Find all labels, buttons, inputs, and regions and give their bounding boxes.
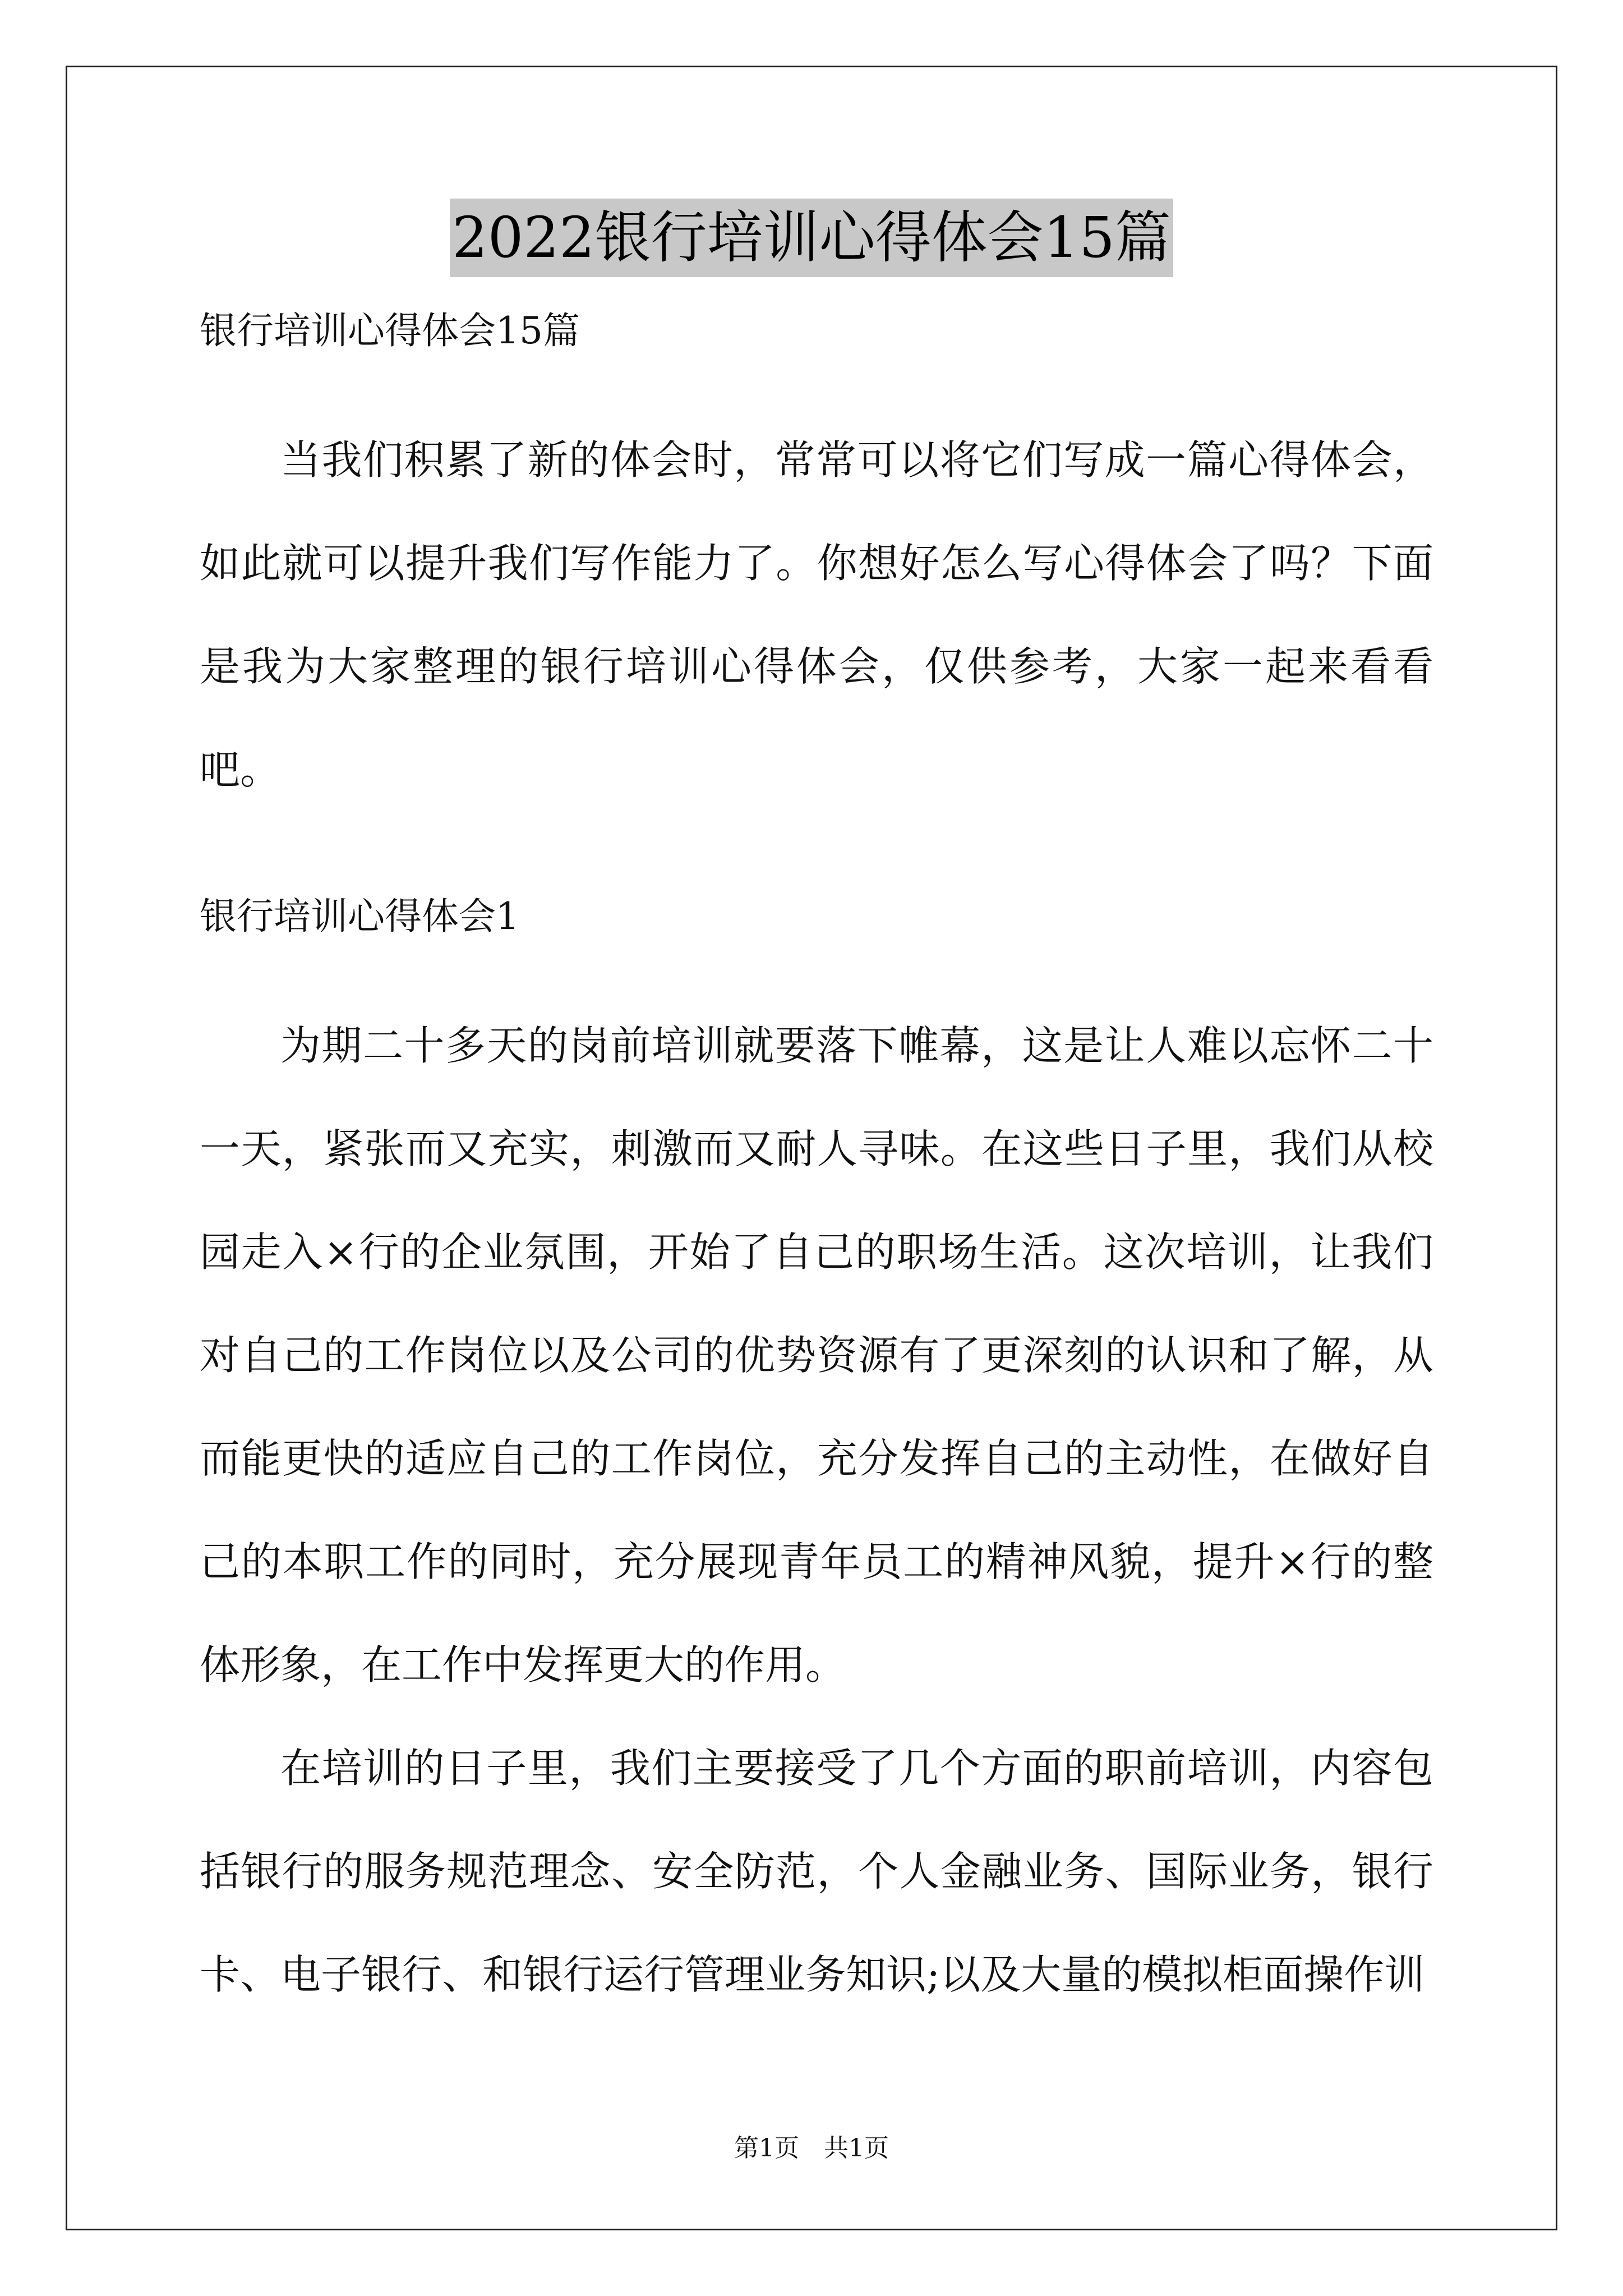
title-wrap [0, 199, 1623, 277]
intro-paragraph: 当我们积累了新的体会时，常常可以将它们写成一篇心得体会，如此就可以提升我们写作能力了。你想好怎么写心得体会了吗？下面是我为大家整理的银行培训心得体会，仅供参考，大家一起来看看吧。 [200, 436, 1433, 793]
body-paragraph: 为期二十多天的岗前培训就要落下帷幕，这是让人难以忘怀二十一天，紧张而又充实，刺激而又耐人寻味。在这些日子里，我们从校园走入×行的企业氛围，开始了自己的职场生活。这次培训，让我们对自己的工作岗位以及公司的优势资源有了更深刻的认识和了解，从而能更快的适应自己的工作岗位，充分发挥自己的主动性，在做好自己的本职工作的同时，充分展现青年员工的精神风貌，提升×行的整体形象，在工作中发挥更大的作用。 [200, 1022, 1433, 1688]
document-subtitle: 银行培训心得体会15篇 [200, 309, 580, 352]
document-title: 2022银行培训心得体会15篇 [450, 199, 1173, 277]
page-footer: 第1页 共1页 [734, 2134, 889, 2162]
section-heading: 银行培训心得体会1 [200, 895, 519, 938]
document-body [200, 303, 1433, 2026]
body-paragraph: 在培训的日子里，我们主要接受了几个方面的职前培训，内容包括银行的服务规范理念、安全防范，个人金融业务、国际业务，银行卡、电子银行、和银行运行管理业务知识;以及大量的模拟柜面操作训 [200, 1745, 1433, 1998]
